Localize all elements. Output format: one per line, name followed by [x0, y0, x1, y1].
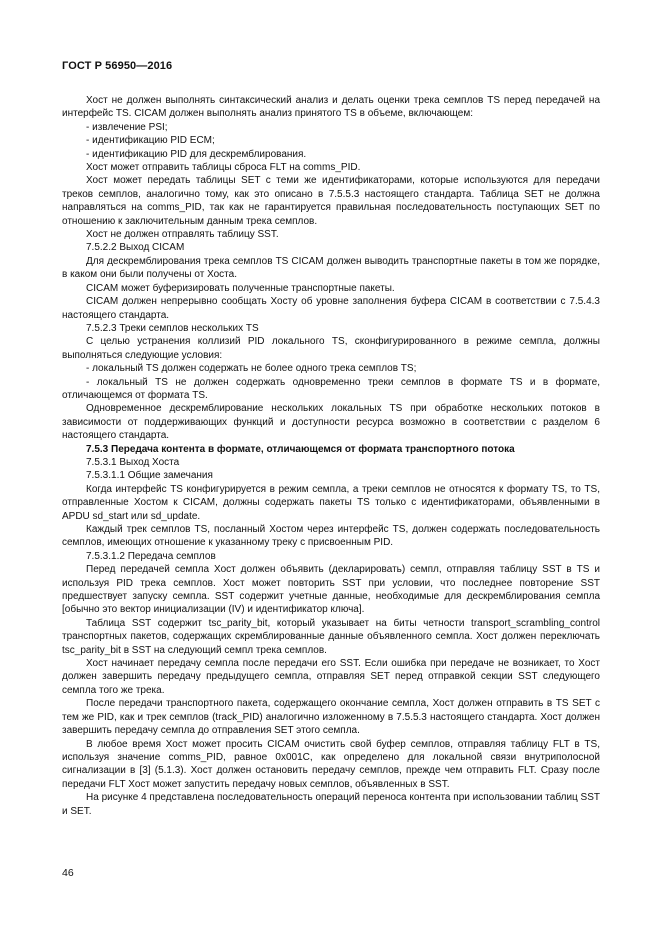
- paragraph: После передачи транспортного пакета, содержащего окончание семпла, Хост должен отправить в TS SET с тем же PID, как и трек семплов (track_PID) аналогично изложенному в 7.5.5.3 настоящего стандарта. Хост должен завершить передачу семпла до отправления SET этого семпла.: [62, 698, 600, 737]
- paragraph: Хост начинает передачу семпла после передачи его SST. Если ошибка при передаче не возникает, то Хост должен завершить передачу предыдущего семпла, отправляя SET перед отправкой секции SST следующего семпла того же трека.: [62, 658, 600, 696]
- paragraph: Одновременное дескремблирование нескольких локальных TS при обработке нескольких потоков в зависимости от поддерживающих функций и доступности ресурса возможно в соответствии с разделом 6 настоящего стандарта.: [62, 403, 600, 442]
- paragraph: Хост может передать таблицы SET с теми же идентификаторами, которые используются для передачи треков семплов, аналогично тому, как это описано в 7.5.5.3 настоящего стандарта. Таблица SET не должна направляться на comms_PID, так как не гарантируется правильная последовательность поступающих SET по отношению к заключительным данным трека семплов.: [62, 175, 600, 227]
- page-number: 46: [62, 867, 74, 879]
- paragraph: 7.5.2.3 Треки семплов нескольких TS: [86, 322, 259, 334]
- paragraph: CICAM должен непрерывно сообщать Хосту об уровне заполнения буфера CICAM в соответствии с 7.5.4.3 настоящего стандарта.: [62, 296, 600, 321]
- paragraph: Хост не должен отправлять таблицу SST.: [86, 229, 279, 241]
- section-heading: 7.5.3 Передача контента в формате, отличающемся от формата транспортного потока: [86, 443, 515, 455]
- paragraph: Для дескремблирования трека семплов TS CICAM должен выводить транспортные пакеты в том же порядке, в каком они были получены от Хоста.: [62, 255, 600, 281]
- list-item: - извлечение PSI;: [86, 121, 168, 133]
- paragraph: Хост не должен выполнять синтаксический анализ и делать оценки трека семплов TS перед передачей на интерфейс TS. CICAM должен выполнять анализ принятого TS в объеме, включающем:: [62, 95, 600, 120]
- list-item: - идентификацию PID для дескремблирования.: [86, 148, 307, 160]
- document-header: ГОСТ Р 56950—2016: [62, 60, 173, 72]
- paragraph: 7.5.3.1.1 Общие замечания: [86, 470, 213, 482]
- paragraph: Перед передачей семпла Хост должен объявить (декларировать) семпл, отправляя таблицу SST в TS и используя PID трека семплов. Хост может повторить SST при условии, что последнее повторение SST предшествует запуску семпла. SST содержит учетные данные, необходимые для дескремблирования семпла [обычно это вектор инициализации (IV) и идентификатор ключа].: [62, 564, 600, 616]
- paragraph: CICAM может буферизировать полученные транспортные пакеты.: [86, 282, 395, 294]
- paragraph: В любое время Хост может просить CICAM очистить свой буфер семплов, отправляя таблицу FLT в TS, используя значение comms_PID, равное 0x001C, как определено для локальной связи внутриполосной сигнализации в [3] (5.1.3). Хост должен остановить передачу семплов, прежде чем отправить FLT. Сразу после передачи FLT Хост может запустить передачу новых семплов, объявленных в SST.: [62, 738, 600, 790]
- paragraph: Хост может отправить таблицы сброса FLT на comms_PID.: [86, 162, 361, 174]
- paragraph: Каждый трек семплов TS, посланный Хостом через интерфейс TS, должен содержать последовательность семплов, имеющих отношение к указанному треку с присвоенным PID.: [62, 524, 600, 549]
- paragraph: 7.5.3.1.2 Передача семплов: [86, 550, 216, 562]
- paragraph: Когда интерфейс TS конфигурируется в режим семпла, а треки семплов не относятся к формату TS, то TS, отправленные Хостом к CICAM, должны содержать пакеты TS только с идентификаторами, объявленными в APDU sd_start или sd_update.: [62, 483, 600, 522]
- list-item: - локальный TS не должен содержать одновременно треки семплов в формате TS и в формате, отличающемся от формата TS.: [62, 376, 600, 401]
- paragraph: С целью устранения коллизий PID локального TS, сконфигурированного в режиме семпла, должны выполняться следующие условия:: [62, 336, 600, 361]
- paragraph: 7.5.2.2 Выход CICAM: [86, 242, 185, 254]
- paragraph: На рисунке 4 представлена последовательность операций переноса контента при использовании таблиц SST и SET.: [62, 792, 600, 817]
- list-item: - идентификацию PID ECM;: [86, 135, 215, 147]
- paragraph: Таблица SST содержит tsc_parity_bit, который указывает на биты четности transport_scrambling_control транспортных пакетов, содержащих скремблированные данные объявленного семпла. Хост должен переключать tsc_parity_bit в SST на следующий семпл трека семплов.: [62, 617, 600, 656]
- list-item: - локальный TS должен содержать не более одного трека семплов TS;: [86, 363, 417, 375]
- page-body: [62, 94, 600, 818]
- paragraph: 7.5.3.1 Выход Хоста: [86, 456, 180, 468]
